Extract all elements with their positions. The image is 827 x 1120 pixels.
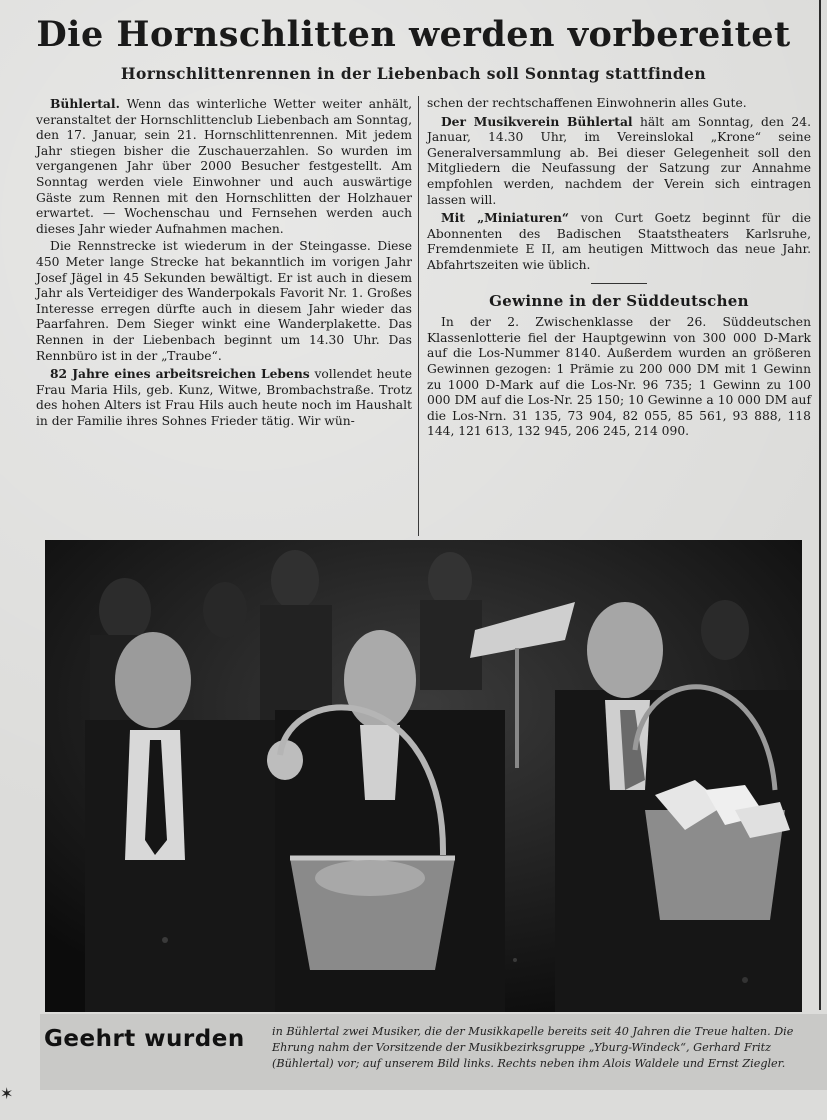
paragraph-text: Wenn das winterliche Wetter weiter anhält, veranstaltet der Hornschlittenclub Liebenbach am Sonntag, den 17. Januar, sein 21. Hornschlittenrennen. Mit jedem Jahr stiegen bisher die Zuschauerzahlen. So wurden im vergangenen Jahr über 2000 Besucher festgestellt. Am Sonntag werden viele Einwohner und auch auswärtige Gäste zum Rennen mit den Hornschlitten der Holzhauer erwartet. — Wochenschau und Fernsehen werden auch dieses Jahr wieder Aufnahmen machen. [36, 97, 412, 236]
photo-caption [40, 1014, 827, 1090]
dateline: Bühlertal. [50, 96, 120, 111]
section-rule [591, 283, 647, 284]
paragraph-text: hält am Sonntag, den 24. Januar, 14.30 Uhr, im Vereinslokal „Krone“ seine Generalversammlung ab. Bei dieser Gelegenheit soll den Mitgliedern die Neufassung der Satzung zur Annahme empfohlen werden, nachdem der Verein sich eintragen lassen will. [427, 114, 811, 207]
paragraph-text: von Curt Goetz beginnt für die Abonnenten des Badischen Staatstheaters Karlsruhe, Fremdenmiete E II, am heutigen Mittwoch das neue Jahr. Abfahrtszeiten wie üblich. [427, 211, 811, 272]
paragraph-musikverein [427, 114, 811, 209]
paragraph-text: vollendet heute Frau Maria Hils, geb. Kunz, Witwe, Brombachstraße. Trotz des hohen Alters ist Frau Hils auch heute noch im Haushalt in der Familie ihres Sohnes Frieder tätig. Wir wün- [36, 367, 412, 428]
paragraph-miniaturen [427, 210, 811, 273]
article-subhead: Hornschlittenrennen in der Liebenbach soll Sonntag stattfinden [120, 64, 707, 83]
left-column [36, 96, 412, 431]
photo-musicians-image [45, 540, 802, 1012]
page-edge-line [819, 0, 821, 1010]
paragraph-lead: 82 Jahre eines arbeitsreichen Lebens [50, 366, 310, 382]
caption-title: Geehrt wurden [44, 1026, 245, 1052]
paragraph-rennstrecke: Die Rennstrecke ist wiederum in der Steingasse. Diese 450 Meter lange Strecke hat bekanntlich im vorigen Jahr Josef Jägel in 45 Sekunden bewältigt. Er ist auch in diesem Jahr als Verteidiger des Wanderpokals Favorit Nr. 1. Großes Interesse erregen dürfte auch in diesem Jahr wieder das Paarfahren. Dem Sieger winkt eine Wanderplakette. Das Rennen in der Liebenbach beginnt um 14.30 Uhr. Das Rennbüro ist in der „Traube“. [36, 239, 412, 363]
paragraph-birthday [36, 366, 412, 429]
paragraph-hornschlitten [36, 96, 412, 237]
ink-blot-mark: ✶ [0, 1084, 14, 1103]
paragraph-lead: Der Musikverein Bühlertal [441, 113, 633, 129]
paragraph-continuation: schen der rechtschaffenen Einwohnerin alles Gute. [427, 96, 747, 110]
caption-text: in Bühlertal zwei Musiker, die der Musikkapelle bereits seit 40 Jahren die Treue halten. Die Ehrung nahm der Vorsitzende der Musikbezirksgruppe „Yburg-Windeck“, Gerhard Fritz (Bühlertal) vor; auf unserem Bild links. Rechts neben ihm Alois Waldele und Ernst Ziegler. [272, 1025, 794, 1070]
news-photo [45, 540, 802, 1012]
column-divider [418, 96, 419, 536]
paragraph-lead: Mit „Miniaturen“ [441, 210, 569, 226]
paragraph-lottery: In der 2. Zwischenklasse der 26. Süddeutschen Klassenlotterie fiel der Hauptgewinn von 300 000 D-Mark auf die Los-Nummer 8140. Außerdem wurden an größeren Gewinnen gezogen: 1 Prämie zu 200 000 DM mit 1 Gewinn zu 1000 D-Mark auf die Los-Nr. 96 735; 1 Gewinn zu 100 000 DM auf die Los-Nr. 25 150; 10 Gewinne a 10 000 DM auf die Los-Nrn. 31 135, 73 904, 82 055, 85 561, 93 888, 118 144, 121 613, 132 945, 206 245, 214 090. [427, 315, 811, 439]
article-headline: Die Hornschlitten werden vorbereitet [36, 14, 791, 55]
right-column [427, 96, 811, 442]
section-heading: Gewinne in der Süddeutschen [489, 291, 749, 310]
